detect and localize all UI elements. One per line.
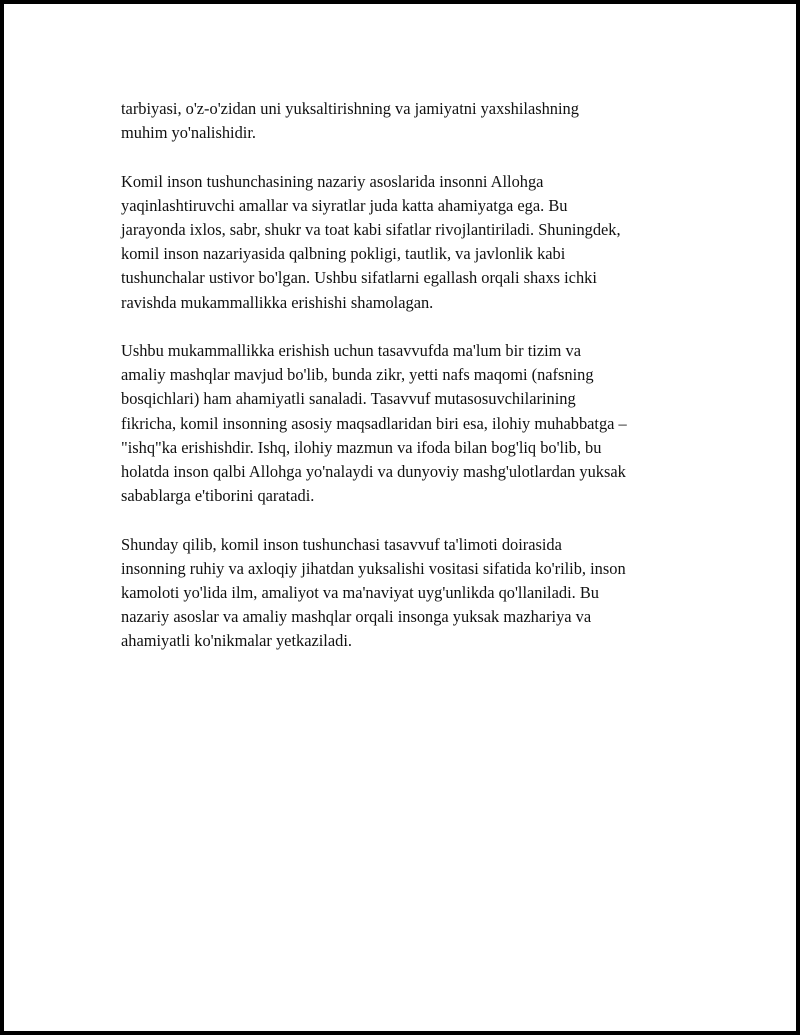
text-line: "ishq"ka erishishdir. Ishq, ilohiy mazmun va ifoda bilan bog'liq bo'lib, bu <box>121 437 602 457</box>
text-line: kamoloti yo'lida ilm, amaliyot va ma'naviyat uyg'unlikda qo'llaniladi. Bu <box>121 583 599 603</box>
text-line: Shunday qilib, komil inson tushunchasi tasavvuf ta'limoti doirasida <box>121 534 562 554</box>
text-line: amaliy mashqlar mavjud bo'lib, bunda zikr, yetti nafs maqomi (nafsning <box>121 365 594 385</box>
paragraph-4 <box>121 533 701 654</box>
text-line: Komil inson tushunchasining nazariy asoslarida insonni Allohga <box>121 171 544 191</box>
text-line: insonning ruhiy va axloqiy jihatdan yuksalishi vositasi sifatida ko'rilib, inson <box>121 558 626 578</box>
text-line: sabablarga e'tiborini qaratadi. <box>121 486 315 506</box>
text-line: holatda inson qalbi Allohga yo'nalaydi va dunyoviy mashg'ulotlardan yuksak <box>121 462 626 482</box>
paragraph-3 <box>121 339 701 508</box>
text-line: Ushbu mukammallikka erishish uchun tasavvufda ma'lum bir tizim va <box>121 341 581 360</box>
text-line: ravishda mukammallikka erishishi shamolagan. <box>121 292 434 312</box>
document-body <box>121 97 701 678</box>
text-line: yaqinlashtiruvchi amallar va siyratlar juda katta ahamiyatga ega. Bu <box>121 195 568 215</box>
paragraph-2 <box>121 170 701 315</box>
text-line: fikricha, komil insonning asosiy maqsadlaridan biri esa, ilohiy muhabbatga – <box>121 413 627 433</box>
text-line: komil inson nazariyasida qalbning pokligi, tautlik, va javlonlik kabi <box>121 244 566 264</box>
text-line: nazariy asoslar va amaliy mashqlar orqali insonga yuksak mazhariya va <box>121 607 592 627</box>
text-line: jarayonda ixlos, sabr, shukr va toat kabi sifatlar rivojlantiriladi. Shuningdek, <box>121 220 621 239</box>
paragraph-1 <box>121 97 701 145</box>
text-line: tarbiyasi, o'z-o'zidan uni yuksaltirishning va jamiyatni yaxshilashning <box>121 99 579 118</box>
text-line: tushunchalar ustivor bo'lgan. Ushbu sifatlarni egallash orqali shaxs ichki <box>121 268 597 288</box>
text-line: muhim yo'nalishidir. <box>121 123 256 143</box>
text-line: bosqichlari) ham ahamiyatli sanaladi. Tasavvuf mutasosuvchilarining <box>121 389 576 409</box>
text-line: ahamiyatli ko'nikmalar yetkaziladi. <box>121 631 352 651</box>
